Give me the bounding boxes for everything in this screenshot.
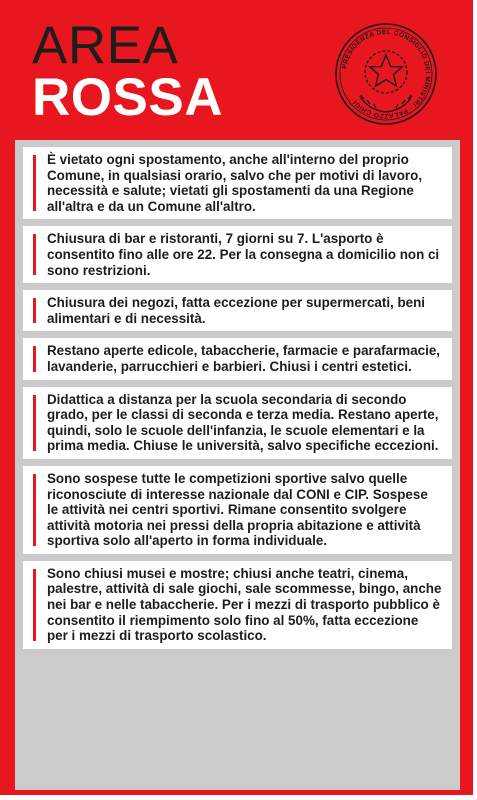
- measure-text: Restano aperte edicole, tabaccherie, farmacie e parafarmacie, lavanderie, parrucchieri e barbieri. Chiusi i centri estetici.: [47, 343, 440, 374]
- measure-item-1: [23, 147, 452, 219]
- measure-text: Chiusura di bar e ristoranti, 7 giorni su 7. L'asporto è consentito fino alle ore 22. Per la consegna a domicilio non ci sono restrizioni.: [47, 231, 440, 278]
- title-line-area: AREA: [32, 16, 179, 75]
- measure-item-3: [23, 290, 452, 331]
- svg-text:PRESIDENZA DEL CONSIGLIO DEI M: [341, 29, 431, 119]
- measure-item-5: [23, 387, 452, 459]
- poster-header: [0, 0, 473, 140]
- poster-title: [32, 16, 223, 127]
- republic-emblem-icon: [330, 22, 442, 126]
- measure-item-7: [23, 561, 452, 649]
- measure-text: Sono chiusi musei e mostre; chiusi anche teatri, cinema, palestre, attività di sale giochi, sale scommesse, bingo, anche nei bar e nelle tabaccherie. Per i mezzi di trasporto pubblico è consentito il riempimento solo fino al 50%, fatta eccezione per i mezzi di trasporto scolastico.: [47, 565, 442, 644]
- measure-item-2: [23, 226, 452, 283]
- measure-item-6: [23, 466, 452, 554]
- measure-item-4: [23, 338, 452, 379]
- measure-text: Sono sospese tutte le competizioni sportive salvo quelle riconosciute di interesse nazionale dal CONI e CIP. Sospese le attività nei centri sportivi. Rimane consentito svolgere attività motoria nei pressi della propria abitazione e attività sportiva solo all'aperto in forma individuale.: [47, 470, 428, 549]
- measure-text: Chiusura dei negozi, fatta eccezione per supermercati, beni alimentari e di necessità.: [47, 295, 426, 326]
- measure-text: Didattica a distanza per la scuola secondaria di secondo grado, per le classi di seconda e terza media. Restano aperte, quindi, solo le scuole dell'infanzia, le scuole elementari e la prima media. Chiuse le università, salvo specifiche eccezioni.: [47, 391, 439, 454]
- emblem-seal-text: PRESIDENZA DEL CONSIGLIO DEI MINISTRI · PALAZZO CHIGI: [341, 28, 432, 120]
- title-line-rossa: ROSSA: [32, 67, 223, 127]
- measure-text: È vietato ogni spostamento, anche all'interno del proprio Comune, in qualsiasi orario, salvo che per motivi di lavoro, necessità e salute; vietati gli spostamenti da una Regione all'altra e da un Comune all'altro.: [47, 152, 423, 214]
- measures-panel: [15, 140, 460, 790]
